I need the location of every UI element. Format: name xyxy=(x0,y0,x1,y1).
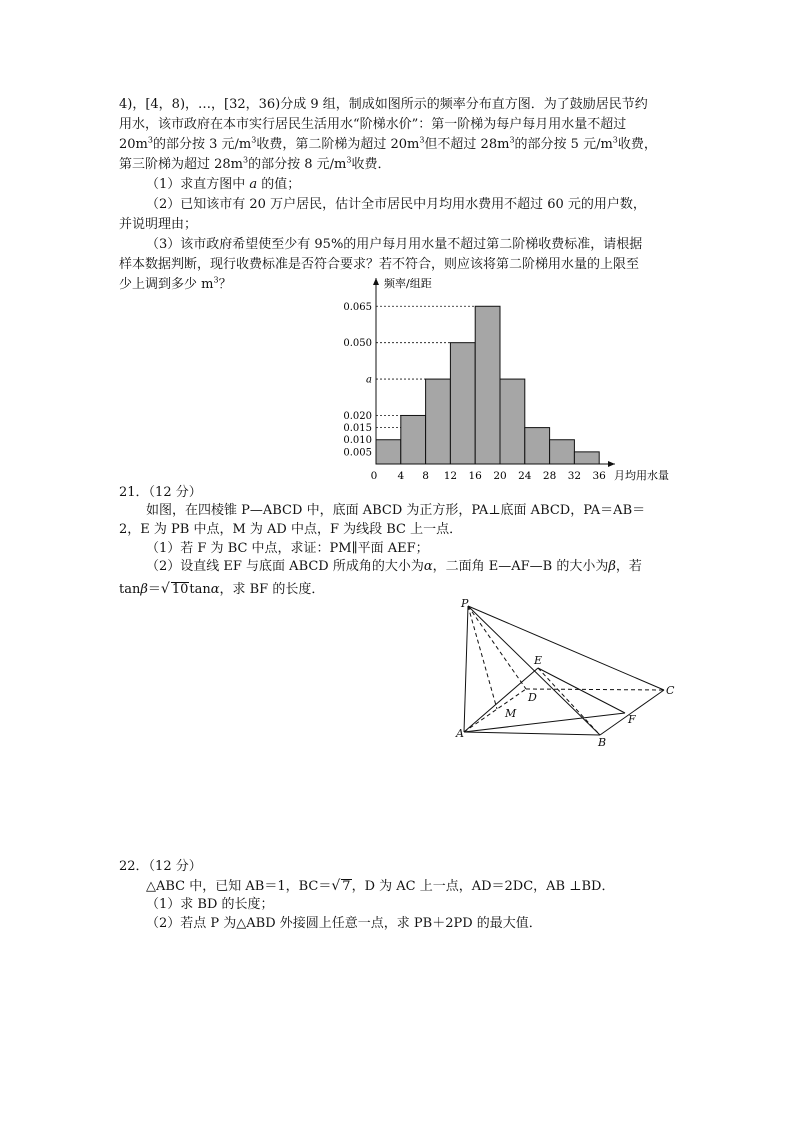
histogram-bar xyxy=(525,428,550,464)
q20-line-1: 4)，[4，8)，…，[32，36)分成 9 组，制成如图所示的频率分布直方图．为了鼓励居民节约 xyxy=(119,97,648,112)
q21-part-2-cont: tanβ＝√ 10tanα，求 BF 的长度． xyxy=(119,581,325,597)
label-B: B xyxy=(598,736,607,748)
y-tick-label: 0.050 xyxy=(343,338,372,350)
histogram-bar xyxy=(574,452,599,464)
histogram-bar xyxy=(426,379,451,464)
x-tick-label: 12 xyxy=(443,470,458,482)
q20-part-2: （2）已知该市有 20 万户居民，估计全市居民中月均用水费用不超过 60 元的用户数， xyxy=(146,197,646,212)
x-tick-label: 0 xyxy=(370,470,378,482)
q20-part-3: （3）该市政府希望使至少有 95%的用户每月用水量不超过第二阶梯收费标准，请根据 xyxy=(146,237,643,252)
histogram-bar xyxy=(475,306,500,464)
label-E: E xyxy=(534,654,543,667)
y-tick-label: a xyxy=(366,374,372,386)
q21-part-2: （2）设直线 EF 与底面 ABCD 所成角的大小为α，二面角 E—AF—B 的大小为β，若 xyxy=(146,559,642,574)
q20-part-1: （1）求直方图中 a 的值； xyxy=(146,177,301,192)
x-axis-label: 月均用水量 xyxy=(614,469,669,482)
q22-header: 22．（12 分） xyxy=(119,859,202,874)
q20-line-2: 用水，该市政府在本市实行居民生活用水“阶梯水价”：第一阶梯为每户每月用水量不超过 xyxy=(119,117,627,132)
q21-line-1: 如图，在四棱锥 P—ABCD 中，底面 ABCD 为正方形，PA⊥底面 ABCD，PA＝AB＝ xyxy=(146,503,646,518)
x-tick-label: 20 xyxy=(493,470,507,482)
histogram-bar xyxy=(450,343,475,464)
y-tick-label: 0.065 xyxy=(343,301,372,313)
y-tick-label: 0.005 xyxy=(343,447,372,459)
q20-part-2-cont: 并说明理由； xyxy=(119,217,198,232)
q20-part-3-cont: 样本数据判断，现行收费标准是否符合要求？若不符合，则应该将第二阶梯用水量的上限至 xyxy=(119,257,640,272)
x-tick-label: 16 xyxy=(468,470,482,482)
histogram-bar xyxy=(376,440,401,464)
q21-header: 21．（12 分） xyxy=(119,485,202,500)
label-C: C xyxy=(666,684,675,697)
histogram-bar xyxy=(401,415,426,464)
y-axis-label: 频率/组距 xyxy=(384,277,432,290)
label-M: M xyxy=(505,707,517,720)
x-tick-label: 36 xyxy=(592,470,606,482)
q22-line-1: △ABC 中，已知 AB＝1，BC＝√ 7，D 为 AC 上一点，AD＝2DC，AB ⊥BD． xyxy=(146,878,615,894)
x-tick-label: 24 xyxy=(518,470,532,482)
y-tick-label: 0.015 xyxy=(343,423,372,435)
q21-part-1: （1）若 F 为 BC 中点，求证：PM∥平面 AEF； xyxy=(146,541,429,556)
label-D: D xyxy=(528,691,537,704)
label-F: F xyxy=(628,713,636,726)
q20-line-3: $20m^3$的部分按 3 元$/m^3$收费，第二阶梯为超过 $20m^3$但不超过 $28m^3$的部分按 5 元$/m^3$收费， xyxy=(119,135,657,152)
y-tick-label: 0.020 xyxy=(343,410,372,422)
histogram-bar xyxy=(550,440,575,464)
label-A: A xyxy=(456,727,464,740)
histogram xyxy=(330,272,690,486)
x-tick-label: 8 xyxy=(422,470,429,482)
q22-part-2: （2）若点 P 为△ABD 外接圆上任意一点，求 PB＋2PD 的最大值． xyxy=(146,916,542,931)
y-tick-label: 0.010 xyxy=(343,435,372,447)
pyramid-figure xyxy=(450,596,690,748)
x-tick-label: 32 xyxy=(567,470,582,482)
label-P: P xyxy=(461,597,469,610)
q22-part-1: （1）求 BD 的长度； xyxy=(146,897,274,912)
x-tick-label: 28 xyxy=(542,470,557,482)
q21-line-2: 2，E 为 PB 中点，M 为 AD 中点，F 为线段 BC 上一点． xyxy=(119,522,463,537)
x-tick-label: 4 xyxy=(397,470,405,482)
q20-part-3-cont2: 少上调到多少 $m^3$？ xyxy=(119,275,232,292)
q20-line-4: 第三阶梯为超过 $28m^3$的部分按 8 元$/m^3$收费． xyxy=(119,155,391,172)
histogram-bar xyxy=(500,379,525,464)
